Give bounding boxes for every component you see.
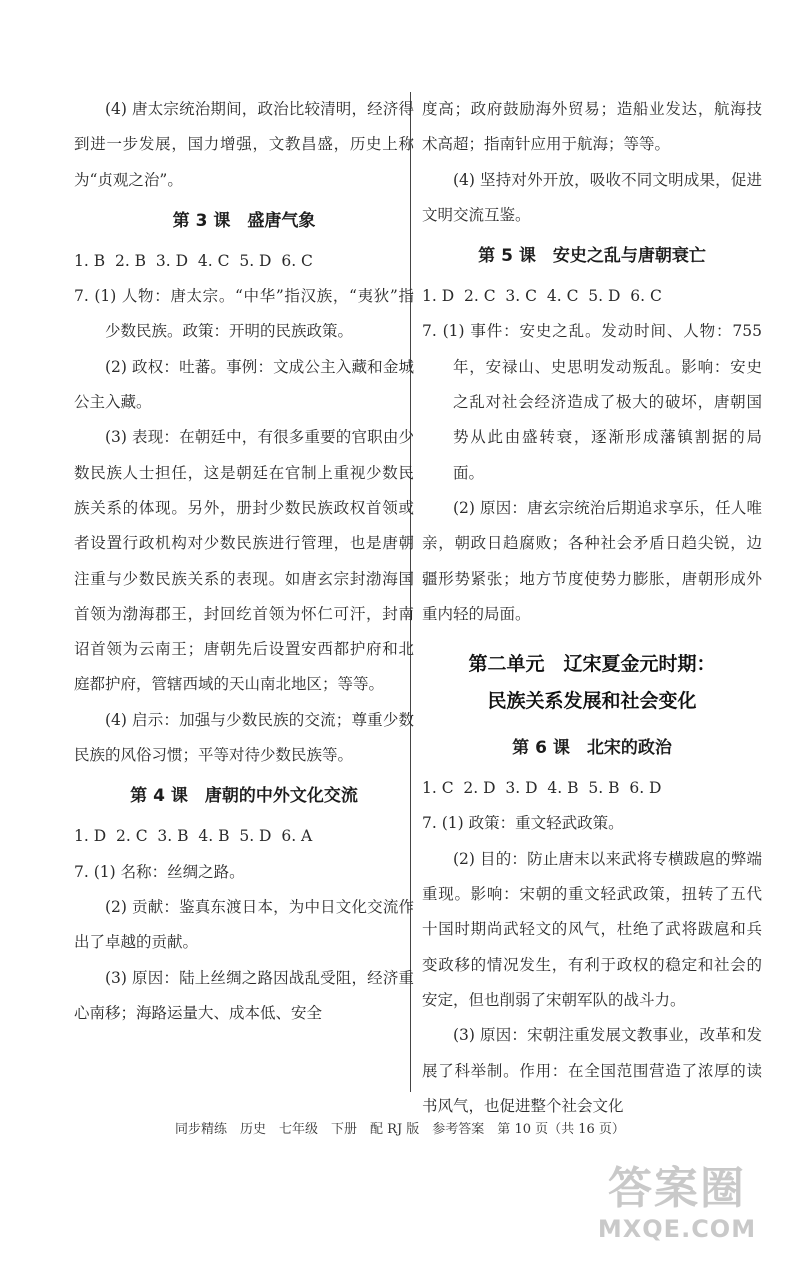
lesson-4-q7-part2: (2) 贡献：鉴真东渡日本，为中日文化交流作出了卓越的贡献。 bbox=[74, 897, 414, 952]
page-footer: 同步精练 历史 七年级 下册 配 RJ 版 参考答案 第 10 页（共 16 页） bbox=[175, 1122, 625, 1137]
right-column bbox=[422, 92, 762, 1124]
lesson-4-q7-part3: (3) 原因：陆上丝绸之路因战乱受阻，经济重心南移；海路运量大、成本低、安全 bbox=[74, 968, 414, 1022]
lesson-6-heading: 第 6 课 北宋的政治 bbox=[512, 738, 672, 759]
lesson-5-choice-answers: 1. D 2. C 3. C 4. C 5. D 6. C bbox=[422, 287, 662, 306]
lesson-6-q7-part3: (3) 原因：宋朝注重发展文教事业，改革和发展了科举制。作用：在全国范围营造了浓厚的读书风气，也促进整个社会文化 bbox=[422, 1026, 762, 1115]
lesson-3-heading: 第 3 课 盛唐气象 bbox=[172, 210, 316, 231]
lesson-3-q7-part3: (3) 表现：在朝廷中，有很多重要的官职由少数民族人士担任，这是朝廷在官制上重视少数民族关系的体现。另外，册封少数民族政权首领或者设置行政机构对少数民族进行管理，也是唐朝注重与少数民族关系的表现。如唐玄宗封渤海国首领为渤海郡王，封回纥首领为怀仁可汗，封南诏首领为云南王；唐朝先后设置安西都护府和北庭都护府，管辖西域的天山南北地区；等等。 bbox=[74, 428, 414, 694]
answer-paragraph: (4) 坚持对外开放，吸收不同文明成果，促进文明交流互鉴。 bbox=[422, 170, 762, 224]
unit-2-heading-line1: 第二单元 辽宋夏金元时期： bbox=[468, 653, 716, 676]
site-watermark bbox=[582, 1163, 772, 1243]
lesson-3-q7-part2: (2) 政权：吐蕃。事例：文成公主入藏和金城公主入藏。 bbox=[74, 357, 414, 412]
lesson-6-q7-part1: 7. (1) 政策：重文轻武政策。 bbox=[422, 814, 624, 833]
answer-continuation: 度高；政府鼓励海外贸易；造船业发达，航海技术高超；指南针应用于航海；等等。 bbox=[422, 100, 762, 154]
lesson-3-q7-part4: (4) 启示：加强与少数民族的交流；尊重少数民族的风俗习惯；平等对待少数民族等。 bbox=[74, 710, 414, 765]
watermark-site: MXQE.COM bbox=[597, 1215, 757, 1243]
lesson-3-choice-answers: 1. B 2. B 3. D 4. C 5. D 6. C bbox=[74, 251, 313, 270]
answer-paragraph: (4) 唐太宗统治期间，政治比较清明，经济得到进一步发展，国力增强，文教昌盛，历史上称为“贞观之治”。 bbox=[74, 100, 414, 189]
lesson-5-q7-part2: (2) 原因：唐玄宗统治后期追求享乐，任人唯亲，朝政日趋腐败；各种社会矛盾日趋尖锐，边疆形势紧张；地方节度使势力膨胀，唐朝形成外重内轻的局面。 bbox=[422, 498, 762, 623]
lesson-4-heading: 第 4 课 唐朝的中外文化交流 bbox=[130, 786, 358, 807]
left-column bbox=[74, 92, 414, 1031]
lesson-4-q7-part1: 7. (1) 名称：丝绸之路。 bbox=[74, 862, 245, 881]
lesson-3-q7-part1: 7. (1) 人物：唐太宗。“中华”指汉族，“夷狄”指少数民族。政策：开明的民族政策。 bbox=[74, 287, 414, 341]
watermark-logo: 答案圈 bbox=[608, 1163, 746, 1214]
lesson-6-choice-answers: 1. C 2. D 3. D 4. B 5. B 6. D bbox=[422, 779, 662, 798]
unit-2-heading-line2: 民族关系发展和社会变化 bbox=[487, 690, 697, 713]
lesson-4-choice-answers: 1. D 2. C 3. B 4. B 5. D 6. A bbox=[74, 827, 313, 846]
lesson-5-q7-part1: 7. (1) 事件：安史之乱。发动时间、人物：755 年，安禄山、史思明发动叛乱。影响：安史之乱对社会经济造成了极大的破坏，唐朝国势从此由盛转衰，逐渐形成藩镇割据的局面。 bbox=[422, 322, 762, 482]
lesson-5-heading: 第 5 课 安史之乱与唐朝衰亡 bbox=[478, 246, 706, 267]
lesson-6-q7-part2: (2) 目的：防止唐末以来武将专横跋扈的弊端重现。影响：宋朝的重文轻武政策，扭转了五代十国时期尚武轻文的风气，杜绝了武将跋扈和兵变政移的情况发生，有利于政权的稳定和社会的安定，但也削弱了宋朝军队的战斗力。 bbox=[422, 849, 762, 1009]
